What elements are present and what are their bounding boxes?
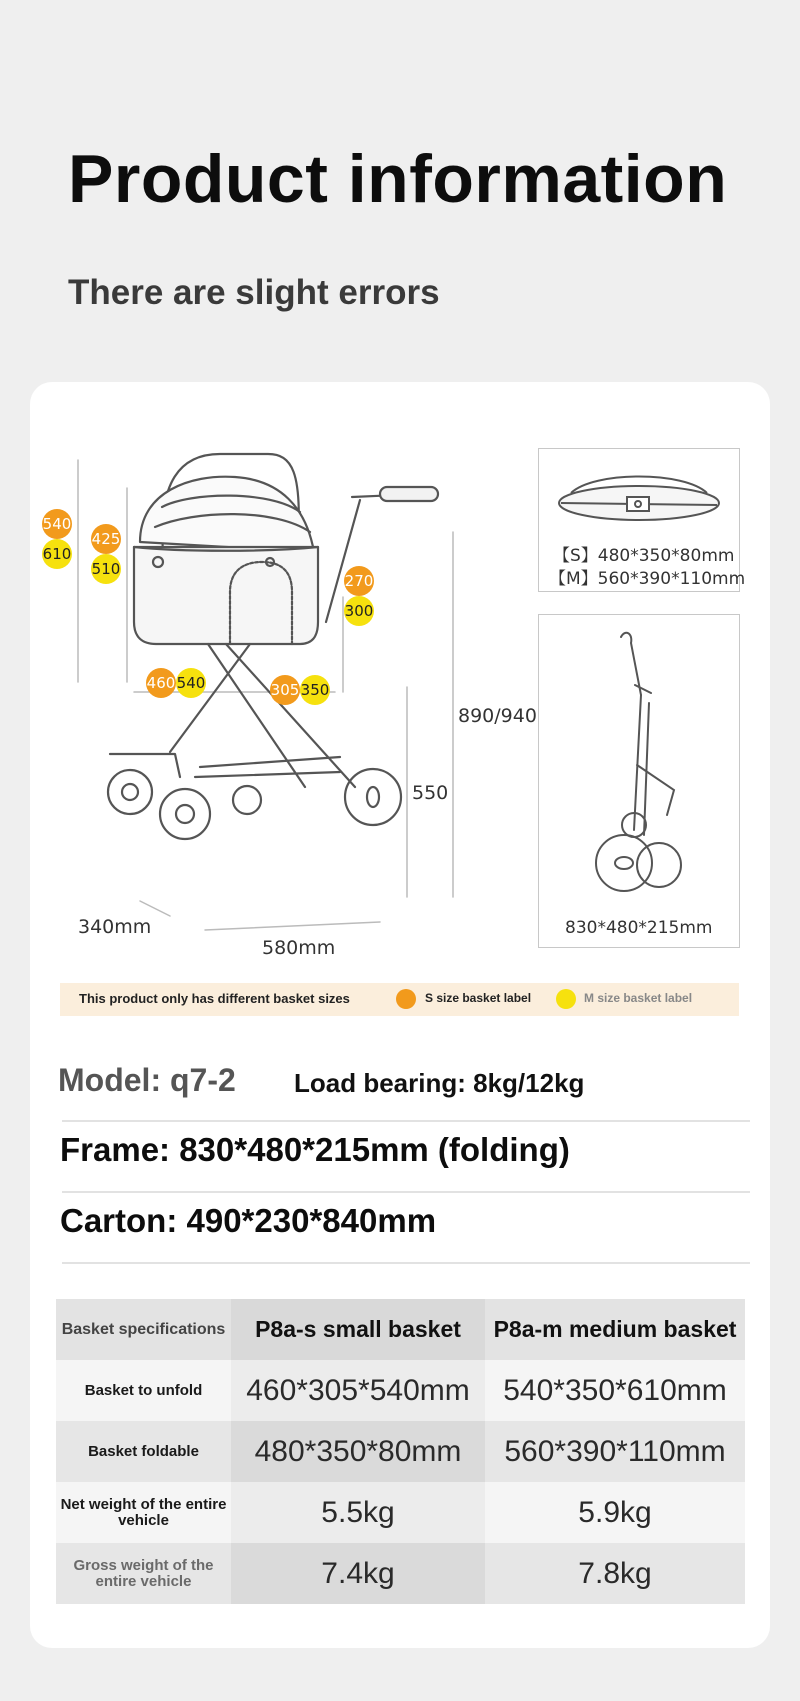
page-subtitle: There are slight errors: [68, 273, 440, 312]
table-header-cell: Basket specifications: [56, 1299, 231, 1360]
page-title: Product information: [68, 141, 728, 217]
m-badge-length: 540: [176, 668, 206, 698]
folded-frame-panel: [538, 614, 740, 948]
model-spec: Model: q7-2: [58, 1062, 236, 1098]
table-cell: 540*350*610mm: [485, 1360, 745, 1421]
s-badge-width: 270: [344, 566, 374, 596]
s-badge-height: 540: [42, 509, 72, 539]
table-cell: 460*305*540mm: [231, 1360, 485, 1421]
basket-spec-table: [56, 1299, 745, 1604]
m-badge-depth: 350: [300, 675, 330, 705]
s-size-dot-icon: [396, 989, 416, 1009]
table-row: [56, 1421, 745, 1482]
divider: [62, 1120, 750, 1122]
legend-note: This product only has different basket sizes: [79, 991, 350, 1006]
table-row: [56, 1482, 745, 1543]
m-badge-width: 300: [344, 596, 374, 626]
table-cell: 5.9kg: [485, 1482, 745, 1543]
folded-frame-illustration: [539, 615, 739, 895]
legend-s-label: S size basket label: [425, 991, 532, 1005]
table-row: [56, 1543, 745, 1604]
folded-basket-panel: [538, 448, 746, 592]
legend-m-label: M size basket label: [584, 991, 693, 1005]
table-cell: 5.5kg: [231, 1482, 485, 1543]
basket-size-legend: [60, 983, 739, 1016]
row-label: Gross weight of the entire vehicle: [56, 1543, 231, 1604]
table-cell: 480*350*80mm: [231, 1421, 485, 1482]
m-badge-basket-height: 510: [91, 554, 121, 584]
divider: [62, 1262, 750, 1264]
load-bearing-spec: Load bearing: 8kg/12kg: [294, 1068, 585, 1098]
divider: [62, 1191, 750, 1193]
row-label: Basket foldable: [56, 1421, 231, 1482]
m-size-dot-icon: [556, 989, 576, 1009]
s-badge-basket-height: 425: [91, 524, 121, 554]
table-row: [56, 1360, 745, 1421]
m-badge-height: 610: [42, 539, 72, 569]
dim-width: 340mm: [78, 916, 152, 938]
dim-length: 580mm: [262, 937, 336, 959]
table-cell: 7.4kg: [231, 1543, 485, 1604]
folded-basket-s-size: 【S】480*350*80mm: [553, 546, 735, 566]
table-header-cell: P8a-s small basket: [231, 1299, 485, 1360]
table-cell: 560*390*110mm: [485, 1421, 745, 1482]
s-badge-length: 460: [146, 668, 176, 698]
stroller-dimension-diagram: [30, 382, 770, 982]
row-label: Basket to unfold: [56, 1360, 231, 1421]
folded-basket-m-size: 【M】560*390*110mm: [549, 569, 746, 589]
table-cell: 7.8kg: [485, 1543, 745, 1604]
s-badge-depth: 305: [270, 675, 300, 705]
folded-basket-illustration: [539, 449, 739, 539]
folded-frame-size: 830*480*215mm: [565, 918, 713, 938]
carton-spec: Carton: 490*230*840mm: [60, 1202, 437, 1239]
table-header-cell: P8a-m medium basket: [485, 1299, 745, 1360]
dim-seat-height: 550: [412, 782, 449, 804]
row-label: Net weight of the entire vehicle: [56, 1482, 231, 1543]
table-header-row: [56, 1299, 745, 1360]
dim-total-height: 890/940: [458, 705, 537, 727]
product-info-card: [30, 382, 770, 1648]
frame-spec: Frame: 830*480*215mm (folding): [60, 1131, 570, 1168]
